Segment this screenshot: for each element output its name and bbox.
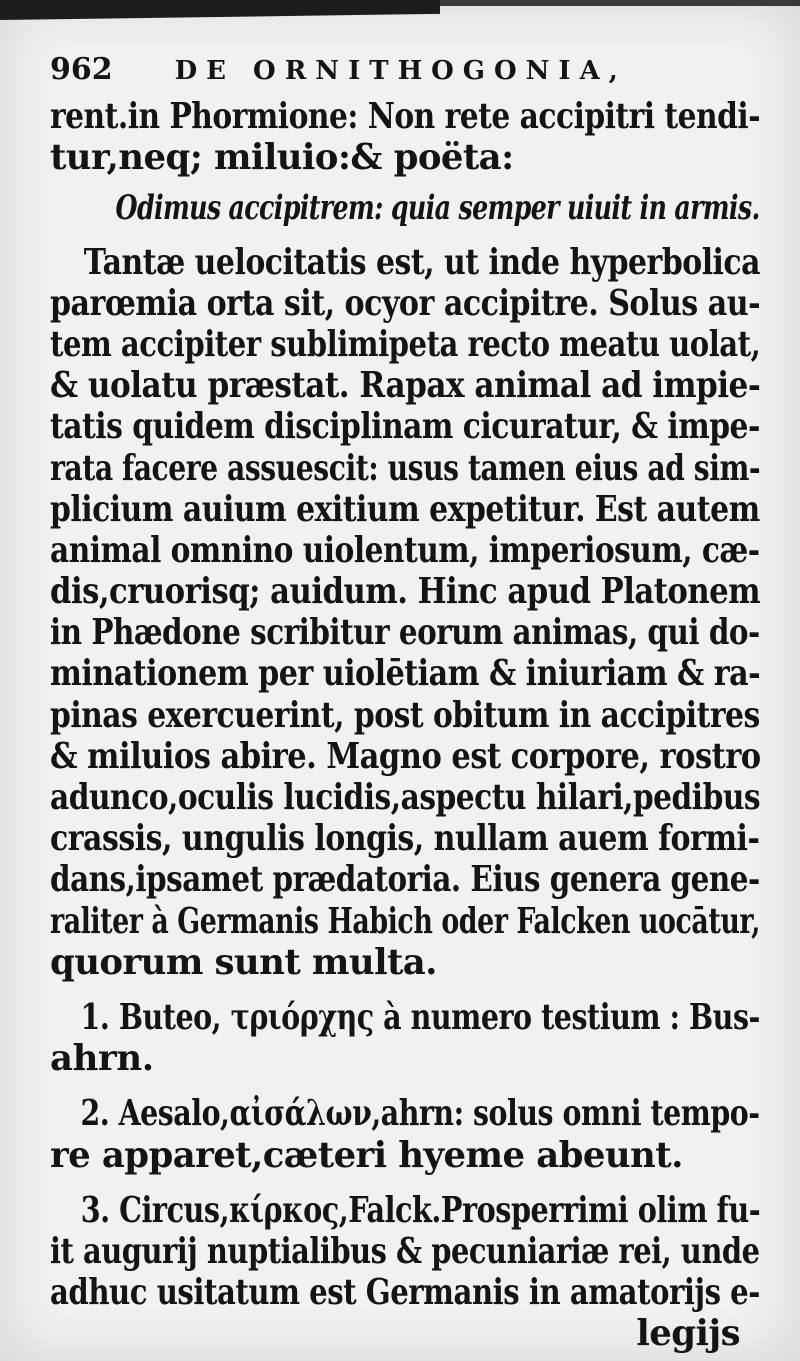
text-line: rent.in Phormione: Non rete accipitri tendi- <box>50 96 761 137</box>
text-line: minationem per uiolētiam & iniuriam & ra- <box>50 653 761 695</box>
text-line: tem accipiter sublimipeta recto meatu uolat, <box>50 323 761 365</box>
page-header <box>50 52 760 96</box>
page-top-edge <box>440 0 800 6</box>
text-line: & uolatu præstat. Rapax animal ad impie- <box>50 365 761 407</box>
running-head: DE ORNITHOGONIA, <box>174 56 627 86</box>
text-line: Tantæ uelocitatis est, ut inde hyperbolica <box>83 241 761 283</box>
text-line: quorum sunt multa. <box>50 941 437 983</box>
text-line: plicium auium exitium expetitur. Est autem <box>50 488 760 530</box>
page-top-shadow <box>0 0 440 20</box>
verse-line: Odimus accipitrem: quia semper uiuit in armis. <box>115 188 760 229</box>
page-number: 962 <box>50 52 113 87</box>
text-line: pinas exercuerint, post obitum in accipitres <box>50 694 760 736</box>
text-line: dis,cruorisq; auidum. Hinc apud Platonem <box>50 571 761 613</box>
text-line: re apparet,cæteri hyeme abeunt. <box>50 1134 683 1176</box>
text-line: animal omnino uiolentum, imperiosum, cæ- <box>50 529 760 571</box>
text-line: it augurij nuptialibus & pecuniariæ rei, unde <box>50 1230 760 1272</box>
catchword: legijs <box>636 1313 740 1355</box>
text-line: & miluios abire. Magno est corpore, rostro <box>50 735 761 777</box>
text-line: dans,ipsamet prædatoria. Eius genera gene- <box>50 859 760 901</box>
text-line: tatis quidem disciplinam cicuratur, & impe- <box>50 406 760 448</box>
list-item-line: 1. Buteo, τριόρχης à numero testium : Bus- <box>80 996 760 1038</box>
text-line: ahrn. <box>50 1038 154 1080</box>
text-line: rata facere assuescit: usus tamen eius ad sim- <box>50 447 761 489</box>
list-item-line: 3. Circus,κίρκος,Falck.Prosperrimi olim fu- <box>80 1189 761 1231</box>
text-line: adunco,oculis lucidis,aspectu hilari,pedibus <box>50 777 761 818</box>
text-line: adhuc usitatum est Germanis in amatorijs e- <box>50 1272 760 1314</box>
text-line: tur,neq; miluio:& poëta: <box>50 137 514 179</box>
text-line: raliter à Germanis Habich oder Falcken uocātur, <box>50 900 761 942</box>
page-text <box>50 52 760 1354</box>
text-line: crassis, ungulis longis, nullam auem formi- <box>50 818 760 860</box>
list-item-line: 2. Aesalo,αἰσάλων,ahrn: solus omni tempo- <box>80 1093 760 1135</box>
text-line: parœmia orta sit, ocyor accipitre. Solus au- <box>50 282 761 324</box>
text-line: in Phædone scribitur eorum animas, qui do- <box>50 612 760 654</box>
